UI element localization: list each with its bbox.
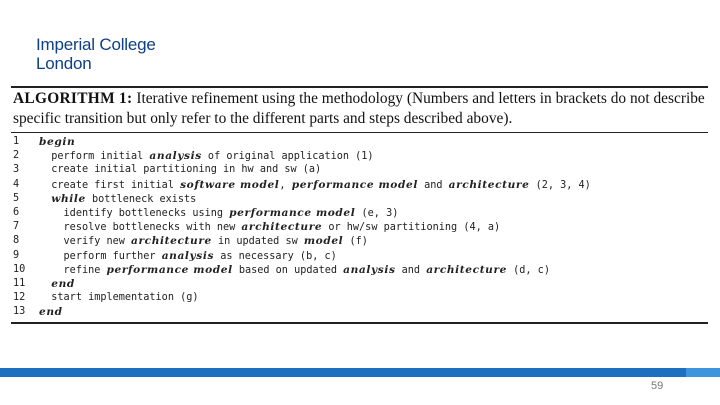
code-text: (d, c) [507,264,550,276]
line-indent [39,194,51,205]
line-code [39,305,63,319]
code-text: start implementation (g) [51,292,199,304]
line-number: 2 [13,150,20,162]
line-code [39,135,75,149]
keyword: analysis [161,249,215,262]
algorithm-line [11,192,708,206]
code-text: refine [63,264,107,276]
line-code [39,192,196,206]
line-code [39,206,398,220]
keyword: end [51,277,75,290]
line-code [39,249,337,263]
keyword: end [39,306,63,319]
imperial-college-logo [36,35,156,73]
line-number: 9 [13,249,20,261]
line-number: 1 [13,136,20,147]
line-number: 6 [13,206,20,218]
code-text: verify new [63,236,132,248]
algorithm-line [11,249,708,263]
keyword: performance model [106,263,233,276]
algorithm-caption [11,88,708,133]
code-text: (f) [343,236,368,248]
code-text: create initial partitioning in hw and sw (a) [51,164,322,176]
line-code [39,263,550,277]
code-text: in updated sw [211,236,304,248]
line-number: 10 [13,263,26,275]
keyword: while [51,192,86,205]
keyword: architecture [448,178,530,191]
keyword: analysis [149,150,202,163]
line-indent [39,222,64,233]
footer-bar-accent [686,368,720,377]
algorithm-lines [11,133,708,322]
line-indent [39,236,64,247]
line-code [39,277,75,291]
algorithm-caption-text: Iterative refinement using the methodology (Numbers and letters in brackets do not describe specific transition but only refer to the different parts and steps described above). [13,90,705,127]
algorithm-line [11,220,708,234]
algorithm-line [11,305,708,319]
line-code [39,234,368,248]
keyword: performance model [229,206,356,219]
algorithm-line [11,277,708,291]
algorithm-line [11,135,708,149]
algorithm-line [11,163,708,177]
logo-line-2: London [36,54,92,73]
line-indent [39,292,51,303]
code-text: perform initial [51,151,150,163]
code-text: and [395,264,427,276]
keyword: analysis [343,263,396,276]
code-text: or hw/sw partitioning (4, a) [322,222,501,234]
code-text: of original application (1) [201,151,374,163]
line-number: 7 [13,221,20,233]
line-indent [39,180,51,191]
line-number: 12 [13,292,26,304]
algorithm-caption-head: ALGORITHM 1: [13,90,133,107]
keyword: model [303,235,344,248]
line-indent [39,164,51,175]
page-number: 59 [651,380,664,392]
code-text: resolve bottlenecks with new [63,222,242,234]
line-number: 4 [13,178,20,190]
line-code [39,178,591,192]
keyword: begin [39,136,76,148]
code-text: bottleneck exists [85,193,197,205]
line-code [39,291,198,305]
code-text: (e, 3) [355,207,399,219]
line-indent [39,251,64,262]
line-code [39,220,500,234]
line-number: 3 [13,164,20,176]
algorithm-line [11,206,708,220]
line-indent [39,265,64,276]
line-indent [39,279,51,290]
line-number: 5 [13,192,20,204]
keyword: architecture [426,263,508,276]
algorithm-box [11,86,708,324]
algorithm-line [11,234,708,248]
footer-bar [0,368,720,377]
code-text: create first initial [51,179,181,191]
line-indent [39,151,51,162]
keyword: software model [180,178,280,191]
line-number: 8 [13,235,20,247]
line-number: 13 [13,306,26,318]
code-text: perform further [63,250,162,262]
code-text: identify bottlenecks using [63,207,230,219]
algorithm-line [11,149,708,163]
code-text: based on updated [232,264,344,276]
keyword: architecture [241,221,323,234]
code-text: (2, 3, 4) [529,179,591,191]
line-code [39,163,321,177]
algorithm-line [11,178,708,192]
line-code [39,149,374,163]
code-text: , [279,179,292,191]
line-indent [39,208,64,219]
keyword: performance model [291,178,418,191]
algorithm-line [11,291,708,305]
code-text: as necessary (b, c) [214,250,337,262]
logo-line-1: Imperial College [36,35,156,54]
keyword: architecture [131,235,212,248]
algorithm-line [11,263,708,277]
line-number: 11 [13,277,26,289]
code-text: and [417,179,449,191]
